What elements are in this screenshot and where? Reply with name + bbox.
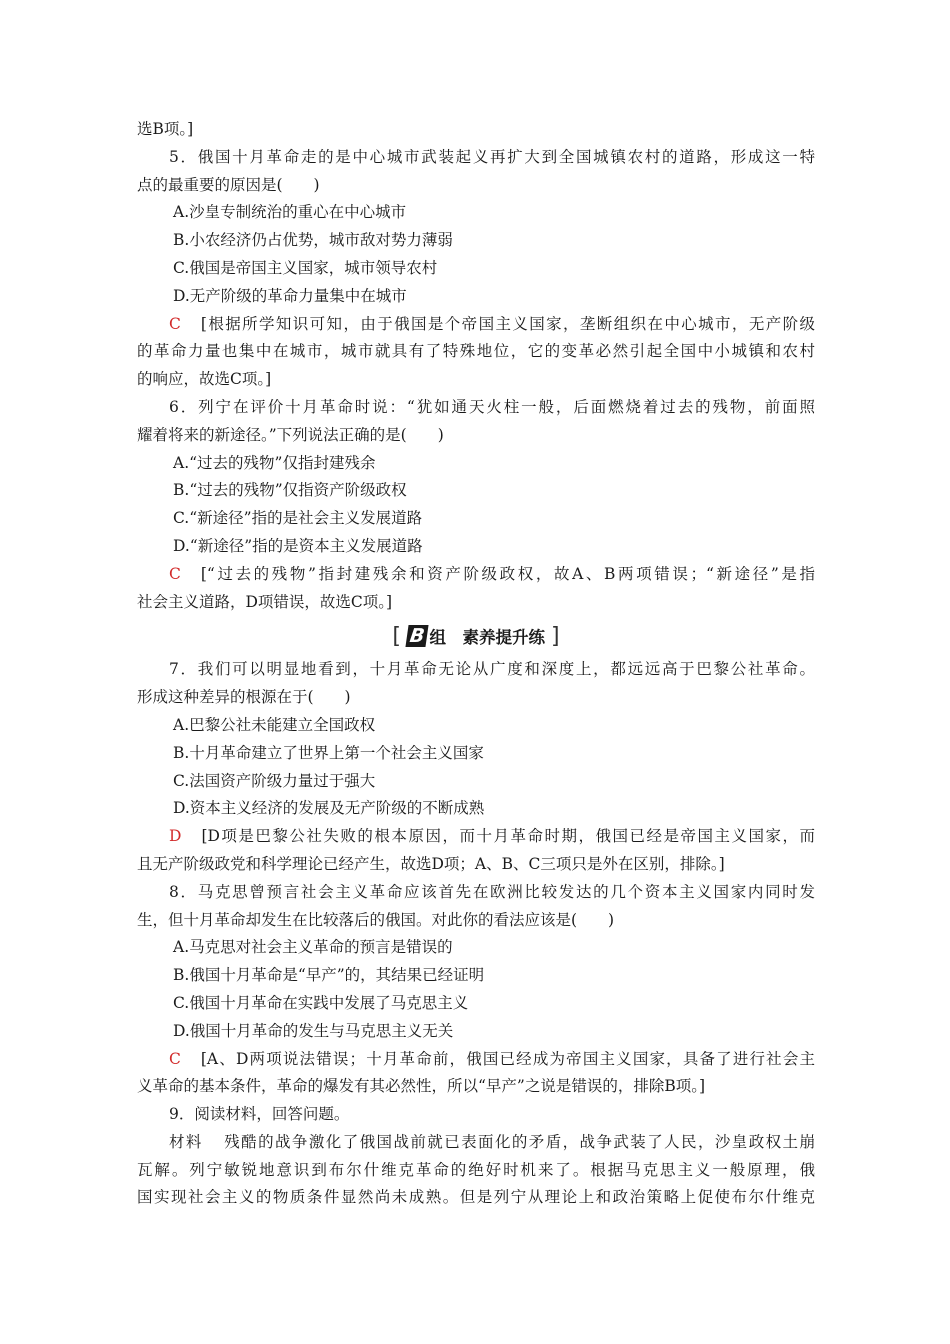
question-7-option-a: A.巴黎公社未能建立全国政权 xyxy=(173,715,376,734)
question-5-line-1: 5．俄国十月革命走的是中心城市武装起义再扩大到全国城镇农村的道路，形成这一特 xyxy=(169,147,815,166)
answer-5-letter: C xyxy=(169,314,181,333)
question-7-option-c: C.法国资产阶级力量过于强大 xyxy=(173,771,376,790)
group-b-mark: B xyxy=(405,625,429,647)
text-line: 选B项。] xyxy=(137,120,194,138)
question-8-option-c: C.俄国十月革命在实践中发展了马克思主义 xyxy=(173,993,469,1012)
answer-6-line-2: 社会主义道路，D项错误，故选C项。] xyxy=(137,592,393,611)
question-7-line-1: 7．我们可以明显地看到，十月革命无论从广度和深度上，都远远高于巴黎公社革命。 xyxy=(169,660,815,679)
question-8-option-d: D.俄国十月革命的发生与马克思主义无关 xyxy=(173,1021,454,1040)
answer-7-letter: D xyxy=(169,827,182,846)
question-8-option-a: A.马克思对社会主义革命的预言是错误的 xyxy=(173,938,453,957)
question-9: 9．阅读材料，回答问题。 xyxy=(169,1105,350,1124)
section-heading xyxy=(137,618,815,654)
answer-6-text: [“过去的残物”指封建残余和资产阶级政权，故A、B两项错误；“新途径”是指 xyxy=(200,564,815,583)
question-5-option-a: A.沙皇专制统治的重心在中心城市 xyxy=(173,203,407,222)
answer-5-text: [根据所学知识可知，由于俄国是个帝国主义国家，垄断组织在中心城市，无产阶级 xyxy=(200,314,815,333)
answer-8-line-1 xyxy=(137,1046,815,1074)
answer-7-line-1 xyxy=(137,823,815,851)
answer-7-text: [D项是巴黎公社失败的根本原因，而十月革命时期，俄国已经是帝国主义国家，而 xyxy=(201,827,815,846)
material-text-1: 残酷的战争激化了俄国战前就已表面化的矛盾，战争武装了人民，沙皇政权土崩 xyxy=(222,1132,815,1151)
question-6-line-1: 6．列宁在评价十月革命时说：“犹如通天火柱一般，后面燃烧着过去的残物，前面照 xyxy=(169,397,815,416)
answer-6-line-1 xyxy=(137,561,815,589)
answer-8-text: [A、D两项说法错误；十月革命前，俄国已经成为帝国主义国家，具备了进行社会主 xyxy=(200,1049,815,1068)
material-line-3: 国实现社会主义的物质条件显然尚未成熟。但是列宁从理论上和政治策略上促使布尔什维克 xyxy=(137,1188,815,1207)
material-line-1 xyxy=(137,1129,815,1157)
question-8-option-b: B.俄国十月革命是“早产”的，其结果已经证明 xyxy=(173,966,485,985)
question-5-line-2: 点的最重要的原因是( ) xyxy=(137,175,320,194)
answer-5-line-1 xyxy=(137,311,815,339)
question-8-line-1: 8．马克思曾预言社会主义革命应该首先在欧洲比较发达的几个资本主义国家内同时发 xyxy=(169,882,815,901)
heading-bracket-left: [ xyxy=(392,623,401,649)
question-7-line-2: 形成这种差异的根源在于( ) xyxy=(137,688,351,707)
answer-5-line-2: 的革命力量也集中在城市，城市就具有了特殊地位，它的变革必然引起全国中小城镇和农村 xyxy=(137,342,815,361)
question-5-option-c: C.俄国是帝国主义国家，城市领导农村 xyxy=(173,258,438,277)
heading-text: 组 素养提升练 xyxy=(429,628,545,648)
document-page xyxy=(137,116,815,1212)
question-6-option-d: D.“新途径”指的是资本主义发展道路 xyxy=(173,536,423,555)
question-6-option-a: A.“过去的残物”仅指封建残余 xyxy=(173,453,376,472)
question-8-line-2: 生，但十月革命却发生在比较落后的俄国。对此你的看法应该是( ) xyxy=(137,910,615,929)
answer-8-line-2: 义革命的基本条件，革命的爆发有其必然性，所以“早产”之说是错误的，排除B项。] xyxy=(137,1077,706,1096)
question-6-option-c: C.“新途径”指的是社会主义发展道路 xyxy=(173,509,423,528)
answer-8-letter: C xyxy=(169,1049,181,1068)
answer-6-letter: C xyxy=(169,564,181,583)
question-6-line-2: 耀着将来的新途径。”下列说法正确的是( ) xyxy=(137,425,444,444)
question-7-option-b: B.十月革命建立了世界上第一个社会主义国家 xyxy=(173,743,484,762)
heading-bracket-right: ] xyxy=(550,623,560,649)
question-6-option-b: B.“过去的残物”仅指资产阶级政权 xyxy=(173,481,407,500)
question-5-option-d: D.无产阶级的革命力量集中在城市 xyxy=(173,286,407,305)
material-line-2: 瓦解。列宁敏锐地意识到布尔什维克革命的绝好时机来了。根据马克思主义一般原理，俄 xyxy=(137,1160,815,1179)
answer-5-line-3: 的响应，故选C项。] xyxy=(137,370,272,389)
question-7-option-d: D.资本主义经济的发展及无产阶级的不断成熟 xyxy=(173,799,485,818)
answer-7-line-2: 且无产阶级政党和科学理论已经产生，故选D项；A、B、C三项只是外在区别，排除。] xyxy=(137,854,725,873)
material-label: 材料 xyxy=(169,1132,203,1151)
question-5-option-b: B.小农经济仍占优势，城市敌对势力薄弱 xyxy=(173,231,453,250)
